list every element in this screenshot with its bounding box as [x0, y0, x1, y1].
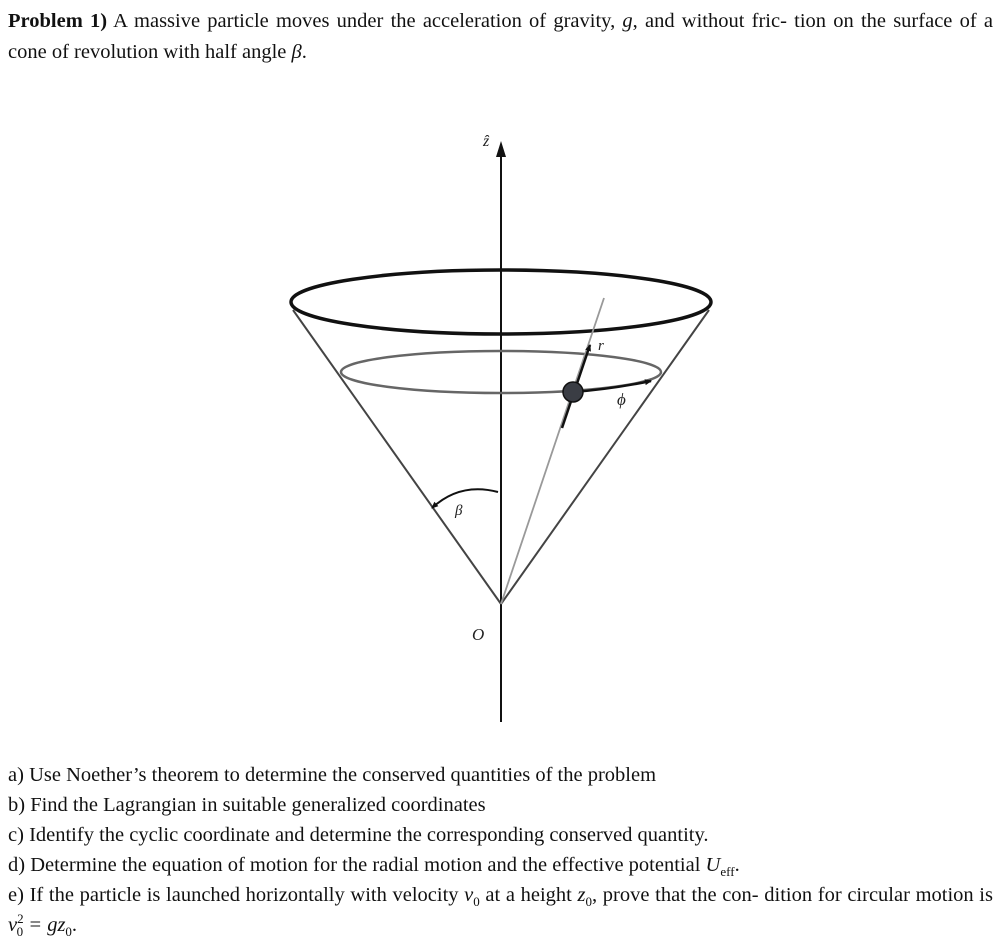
phi-label: ϕ	[617, 390, 626, 409]
question-e	[8, 880, 993, 940]
v0-symbol: v	[464, 884, 474, 906]
problem-heading: Problem 1)	[8, 10, 108, 32]
question-d	[8, 850, 993, 880]
z0-subscript: 0	[585, 894, 593, 910]
question-text: Determine the equation of motion for the radial motion and the effective potential	[30, 854, 706, 876]
radial-line	[501, 298, 604, 604]
statement-text-2: , and without fric- tion on the surface of a cone of revolution with half angle	[8, 10, 993, 63]
beta-symbol: β	[291, 41, 302, 63]
cone-right-edge	[501, 310, 709, 604]
z-axis-arrowhead	[496, 141, 506, 157]
question-end: .	[71, 914, 78, 936]
cone-left-edge	[293, 310, 501, 604]
question-b	[8, 790, 993, 820]
question-end: .	[734, 854, 740, 876]
question-prefix: b)	[8, 794, 26, 816]
equation-v: v	[8, 914, 18, 936]
g-symbol: g	[622, 10, 633, 32]
question-text: Find the Lagrangian in suitable generalized coordinates	[30, 794, 486, 816]
z-axis-label: ẑ	[483, 133, 490, 150]
u-eff-subscript: eff	[720, 864, 735, 880]
question-text-b: at a height	[479, 884, 578, 906]
z0-symbol: z	[577, 884, 586, 906]
v0-subscript: 0	[473, 894, 480, 910]
equation-sub: 0	[16, 924, 24, 940]
equation-sup: 2	[17, 911, 24, 927]
question-text: Use Noether’s theorem to determine the conserved quantities of the problem	[29, 764, 657, 786]
particle	[563, 382, 583, 402]
question-prefix: e)	[8, 884, 24, 906]
beta-arc	[432, 489, 498, 508]
question-a	[8, 760, 993, 790]
questions-list	[8, 760, 993, 940]
question-text-c: , prove that the con- dition for circular motion is	[592, 884, 993, 906]
origin-label: O	[472, 625, 485, 644]
u-eff-symbol: U	[705, 854, 721, 876]
question-prefix: c)	[8, 824, 24, 846]
question-text-a: If the particle is launched horizontally with velocity	[29, 884, 465, 906]
statement-text-3: .	[301, 41, 307, 63]
phi-arrow	[573, 381, 651, 392]
question-prefix: d)	[8, 854, 26, 876]
question-text: Identify the cyclic coordinate and determine the corresponding conserved quantity.	[29, 824, 709, 846]
beta-label: β	[455, 503, 463, 519]
equation-sub2: 0	[65, 924, 72, 940]
r-label: r	[598, 338, 604, 354]
question-prefix: a)	[8, 764, 24, 786]
equation-rest: = gz	[23, 914, 66, 936]
question-c	[8, 820, 993, 850]
statement-text-1: A massive particle moves under the acceleration of gravity,	[107, 10, 623, 32]
